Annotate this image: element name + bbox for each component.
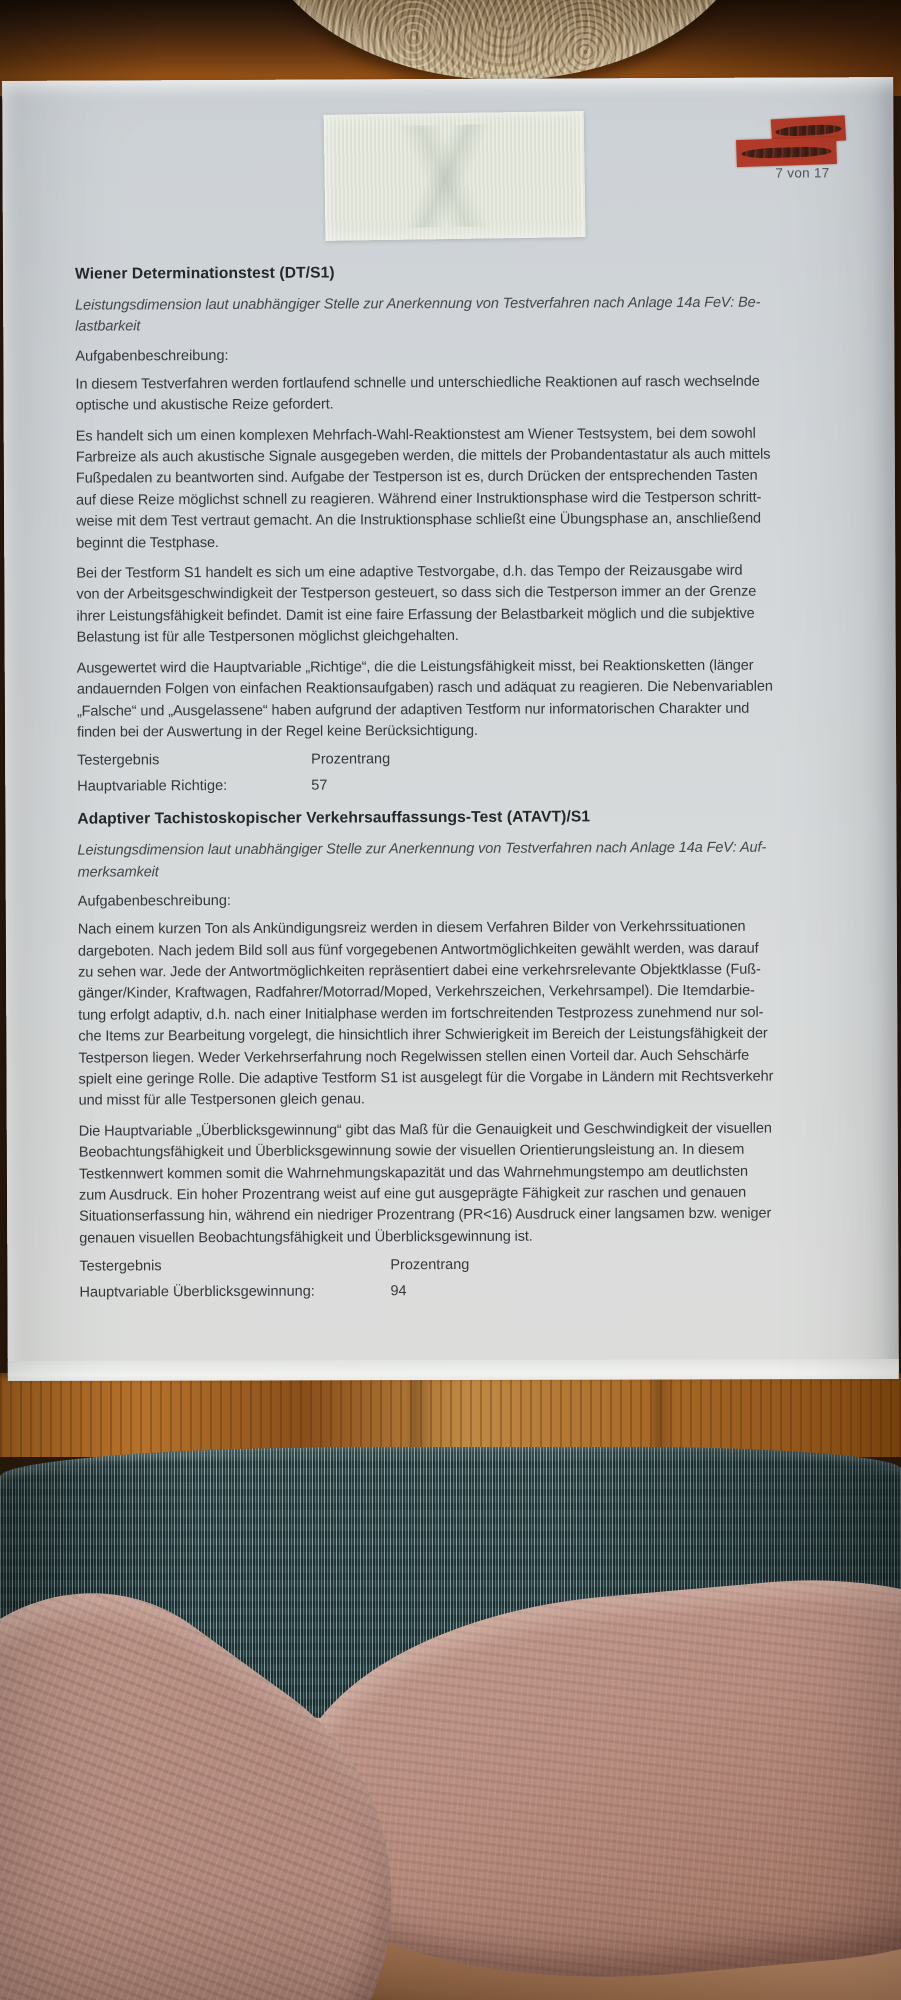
document-content	[75, 262, 871, 1311]
result-value-row	[77, 775, 868, 794]
red-marker-redaction	[736, 137, 837, 167]
test-result-block	[79, 1255, 870, 1300]
task-description-label: Aufgabenbeschreibung:	[77, 893, 231, 910]
marker-scribble	[775, 124, 842, 137]
marker-scribble	[741, 146, 831, 159]
performance-dimension-note: Leistungsdimension laut unabhängiger Stelle zur Anerkennung von Testverfahren nach Anlage 14a FeV: Be- lastbarkeit	[75, 294, 761, 336]
performance-dimension-note: Leistungsdimension laut unabhängiger Stelle zur Anerkennung von Testverfahren nach Anlage 14a FeV: Auf- merksamkeit	[77, 839, 767, 881]
result-header-label: Testergebnis	[77, 752, 160, 769]
paragraph: Es handelt sich um einen komplexen Mehrfach-Wahl-Reaktionstest am Wiener Testsystem, bei dem sowohl Farbreize als auch akustische Signale ausgegeben werden, die mittels der Probandentastatur als auch mittels Fußpedalen zu beantworten sind. Aufgabe der Testperson ist es, durch Drücken der entsprechenden Tasten auf diese Reize möglichst schnell zu reagieren. Während einer Instruktionsphase wird die Testperson schritt- weise mit dem Test vertraut gemacht. An die Instruktionsphase schließt eine Übungsphase an, anschließend beginnt die Testphase.	[75, 425, 771, 552]
cork-trivet	[252, 0, 757, 80]
result-header-row	[79, 1255, 870, 1274]
paragraph: Ausgewertet wird die Hauptvariable „Richtige“, die die Leistungsfähigkeit misst, bei Reaktionsketten (länger andauernden Folgen von einfachen Reaktionsaufgaben) rasch und adäquat zu reagieren. Die Nebenvariablen „Falsche“ und „Ausgelassene“ haben aufgrund der adaptiven Testform nur informatorischen Charakter und finden bei der Auswertung in der Regel keine Berücksichtigung.	[76, 657, 773, 741]
paper-bottom-edge	[8, 1359, 899, 1381]
result-header-row	[77, 749, 868, 768]
tape-redaction-over-logo	[324, 111, 586, 241]
section-determinationstest	[75, 262, 868, 795]
wood-floor	[0, 1373, 901, 1457]
main-variable-label: Hauptvariable Richtige:	[77, 778, 228, 795]
page-number: 7 von 17	[775, 165, 830, 181]
section-title: Adaptiver Tachistoskopischer Verkehrsauffassungs-Test (ATAVT)/S1	[77, 808, 591, 828]
result-header-label: Testergebnis	[79, 1258, 162, 1275]
result-header-value: Prozentrang	[390, 1257, 470, 1274]
paragraph: Bei der Testform S1 handelt es sich um eine adaptive Testvorgabe, d.h. das Tempo der Reizausgabe wird von der Arbeitsgeschwindigkeit der Testperson gesteuert, so dass sich die Testperson immer an der Grenze ihrer Leistungsfähigkeit befindet. Damit ist eine faire Erfassung der Belastbarkeit möglich und die subjektive Belastung ist für alle Testpersonen möglichst gleichgehalten.	[76, 562, 757, 646]
task-description-label: Aufgabenbeschreibung:	[75, 347, 229, 365]
result-value-row	[79, 1281, 870, 1300]
paragraph: In diesem Testverfahren werden fortlaufend schnelle und unterschiedliche Reaktionen auf rasch wechselnde optische und akustische Reize gefordert.	[75, 373, 760, 414]
percentile-rank-value: 94	[390, 1283, 407, 1300]
main-variable-label: Hauptvariable Überblicksgewinnung:	[79, 1283, 315, 1301]
section-atavt	[77, 807, 870, 1300]
document-page	[2, 77, 899, 1376]
percentile-rank-value: 57	[311, 777, 328, 794]
paragraph: Die Hauptvariable „Überblicksgewinnung“ gibt das Maß für die Genauigkeit und Geschwindigkeit der visuellen Beobachtungsfähigkeit und Überblicksgewinnung sowie der visuellen Orientierungsleistung an. In diesem Testkennwert kommen somit die Wahrnehmungskapazität und das Wahrnehmungstempo am deutlichsten zum Ausdruck. Ein hoher Prozentrang weist auf eine gut ausgeprägte Fähigkeit zur raschen und genauen Situationserfassung hin, während ein niedriger Prozentrang (PR<16) Ausdruck einer langsamen bzw. weniger genauen visuellen Beobachtungsfähigkeit und Überblicksgewinnung ist.	[78, 1120, 772, 1247]
paragraph: Nach einem kurzen Ton als Ankündigungsreiz werden in diesem Verfahren Bilder von Verkehrssituationen dargeboten. Nach jedem Bild soll aus fünf vorgegebenen Antwortmöglichkeiten gewählt werden, was darauf zu sehen war. Jede der Antwortmöglichkeiten repräsentiert dabei eine verkehrsrelevante Objektklasse (Fuß- gänger/Kinder, Kraftwagen, Radfahrer/Motorrad/Moped, Verkehrszeichen, Verkehrsampel). Die Itemdarbie- tung erfolgt adaptiv, d.h. nach einer Initialphase werden im fortschreitenden Testprozess zunehmend nur sol- che Items zur Bearbeitung vorgelegt, die hinsichtlich ihrer Schwierigkeit im Bereich der Leistungsfähigkeit der Testperson liegen. Weder Verkehrserfahrung noch Regelwissen stellen einen Vorteil dar. Auch Sehschärfe spielt eine geringe Rolle. Die adaptive Testform S1 ist ausgelegt für die Vorgabe in Ländern mit Rechtsverkehr und misst für alle Testpersonen gleich genau.	[77, 918, 774, 1110]
section-title: Wiener Determinationstest (DT/S1)	[74, 264, 335, 283]
test-result-block	[77, 749, 868, 794]
result-header-value: Prozentrang	[311, 751, 391, 768]
